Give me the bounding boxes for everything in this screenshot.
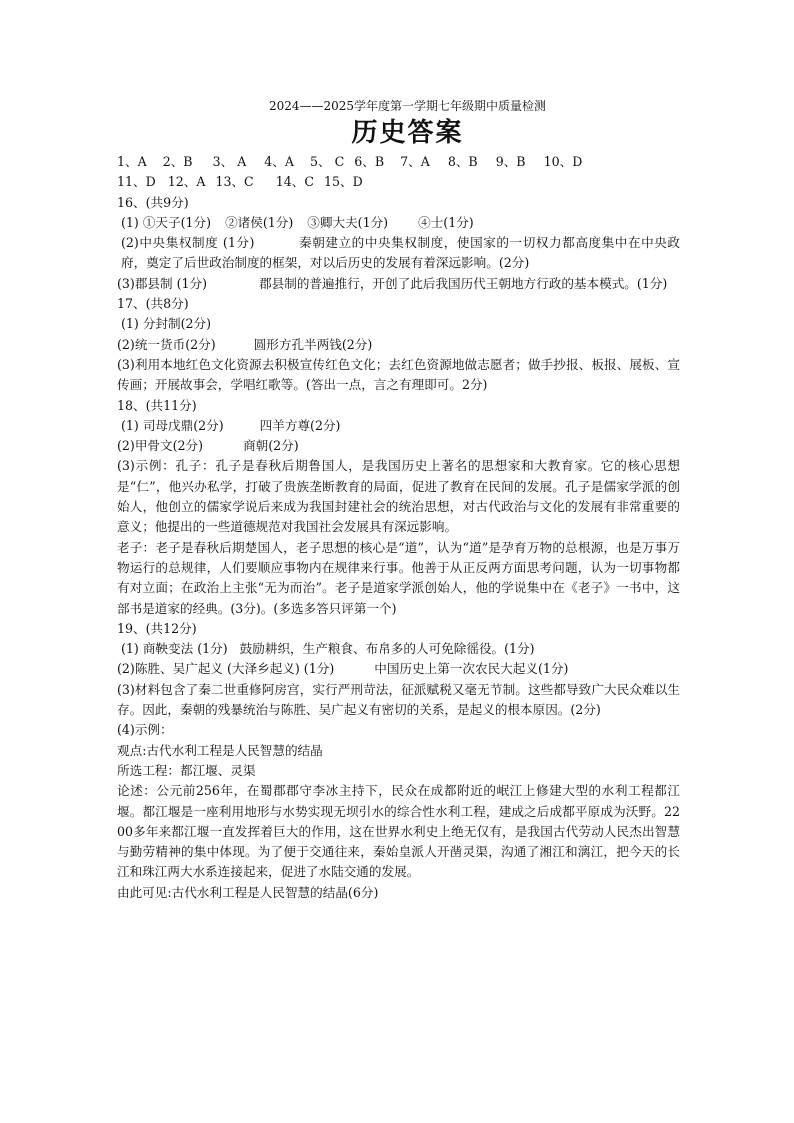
choice-answer: 2、B: [162, 154, 193, 169]
choice-answer: 3、 A: [212, 154, 247, 169]
answer-part-2: [117, 335, 680, 355]
answer-text: (2)中央集权制度 (1分): [121, 235, 255, 251]
choice-answer: 4、A: [264, 154, 294, 169]
answer-part-1: (1) 分封制(2分): [121, 316, 212, 332]
choice-answer: 8、B: [447, 154, 478, 169]
answer-text: (2)统一货币(2分): [117, 336, 216, 352]
choice-answer: 5、 C: [310, 154, 345, 169]
answer-part-2: [117, 436, 680, 456]
answer-part-3: [117, 274, 680, 294]
answer-text: ④士(1分): [418, 214, 474, 230]
answer-part-3: (3)利用本地红色文化资源去积极宣传红色文化；去红色资源地做志愿者；做手抄报、板报、展板、宣传画；开展故事会，学唱红歌等。(答出一点，言之有理即可。2分): [117, 356, 680, 393]
choice-answers-row-2: [117, 172, 680, 192]
choice-answer: 11、D: [117, 174, 156, 190]
choice-answers-row-1: [117, 152, 680, 172]
answer-text: (1) 商鞅变法 (1分): [121, 641, 228, 657]
question-heading: 19、(共12分): [117, 620, 197, 636]
choice-answer: 1、A: [117, 154, 147, 169]
answer-text: 商朝(2分): [243, 438, 299, 454]
answer-text: 鼓励耕织，生产粮食、布帛多的人可免除徭役。(1分): [239, 641, 535, 657]
answer-text: 中国历史上第一次农民大起义(1分): [374, 661, 569, 677]
answer-part-4: (4)示例：: [117, 722, 173, 738]
question-16: [117, 193, 680, 294]
choice-answer: 15、D: [323, 174, 363, 190]
question-17: [117, 294, 680, 395]
page-title: 历史答案: [351, 118, 464, 148]
answer-part-3-laozi: 老子：老子是春秋后期楚国人，老子思想的核心是“道”，认为“道”是孕育万物的总根源，也是万事万物运行的总规律，人们要顺应事物内在规律来行事。他善于从正反两方面思考问题，认为一切事物都有对立面；在政治上主张“无为而治”。老子是道家学派创始人，他的学说集中在《老子》一书中，这部书是道家的经典。(3分)。(多选多答只评第一个): [117, 539, 680, 616]
answer-text: 四羊方尊(2分): [259, 417, 341, 433]
choice-answer: 12、A: [167, 174, 206, 190]
choice-answer: 13、C: [215, 174, 254, 190]
choice-answer: 6、B: [354, 154, 385, 169]
answer-text: ②诸侯(1分): [225, 214, 294, 230]
exam-subtitle: 2024——2025学年度第一学期七年级期中质量检测: [268, 99, 547, 113]
answer-part-2: [117, 659, 680, 679]
question-heading: 17、(共8分): [117, 296, 189, 312]
question-heading: 16、(共9分): [117, 194, 189, 210]
answer-sheet: [117, 98, 680, 903]
answer-part-3: (3)材料包含了秦二世重修阿房宫，实行严刑苛法，征派赋税又毫无节制。这些都导致广大民众难以生存。因此，秦朝的残暴统治与陈胜、吴广起义有密切的关系，是起义的根本原因。(2分): [117, 681, 680, 718]
answer-part-1: [117, 416, 680, 436]
answer-text: (3)郡县制 (1分): [117, 275, 208, 291]
viewpoint: 观点:古代水利工程是人民智慧的结晶: [117, 742, 323, 758]
choice-answer: 7、A: [400, 154, 430, 169]
answer-text: 圆形方孔半两钱(2分): [253, 336, 373, 352]
answer-text: (2)甲骨文(2分): [117, 438, 204, 454]
answer-part-1: [117, 213, 680, 233]
answer-part-1: [117, 639, 680, 659]
question-19: [117, 619, 680, 903]
answer-text: 郡县制的普遍推行，开创了此后我国历代王朝地方行政的基本模式。(1分): [259, 275, 668, 291]
answer-text: (1) 司母戊鼎(2分): [121, 417, 224, 433]
answer-text: ③卿大夫(1分): [307, 214, 389, 230]
answer-text: (1) ①天子(1分): [121, 214, 212, 230]
choice-answer: 9、B: [495, 154, 526, 169]
choice-answer: 10、D: [543, 154, 583, 169]
answer-part-2: [117, 233, 680, 274]
selected-project: 所选工程：都江堰、灵渠: [117, 762, 256, 778]
question-heading: 18、(共11分): [117, 397, 197, 413]
argument: 论述：公元前256年，在蜀郡郡守李冰主持下，民众在成都附近的岷江上修建大型的水利工程都江堰。都江堰是一座利用地形与水势实现无坝引水的综合性水利工程，建成之后成都平原成为沃野。2200多年来都江堰一直发挥着巨大的作用，这在世界水利史上绝无仅有，是我国古代劳动人民杰出智慧与勤劳精神的集中体现。为了便于交通往来，秦始皇派人开凿灵渠，沟通了湘江和漓江，把今天的长江和珠江两大水系连接起来，促进了水陆交通的发展。: [117, 783, 680, 880]
choice-answer: 14、C: [275, 174, 314, 190]
answer-part-3-confucius: (3)示例：孔子：孔子是春秋后期鲁国人，是我国历史上著名的思想家和大教育家。它的核心思想是“仁”，他兴办私学，打破了贵族垄断教育的局面，促进了教育在民间的发展。孔子是儒家学派的创始人，他创立的儒家学说后来成为我国封建社会的统治思想，对古代政治与文化的发展有非常重要的意义；他提出的一些道德规范对我国社会发展具有深远影响。: [117, 458, 680, 535]
question-18: [117, 396, 680, 619]
conclusion: 由此可见:古代水利工程是人民智慧的结晶(6分): [117, 884, 379, 900]
answer-text: (2)陈胜、吴广起义 (大泽乡起义) (1分): [117, 661, 335, 677]
answer-text: 秦朝建立的中央集权制度，使国家的一切权力都高度集中在中央政府，奠定了后世政治制度的框架，对以后历史的发展有着深远影响。(2分): [121, 235, 680, 271]
